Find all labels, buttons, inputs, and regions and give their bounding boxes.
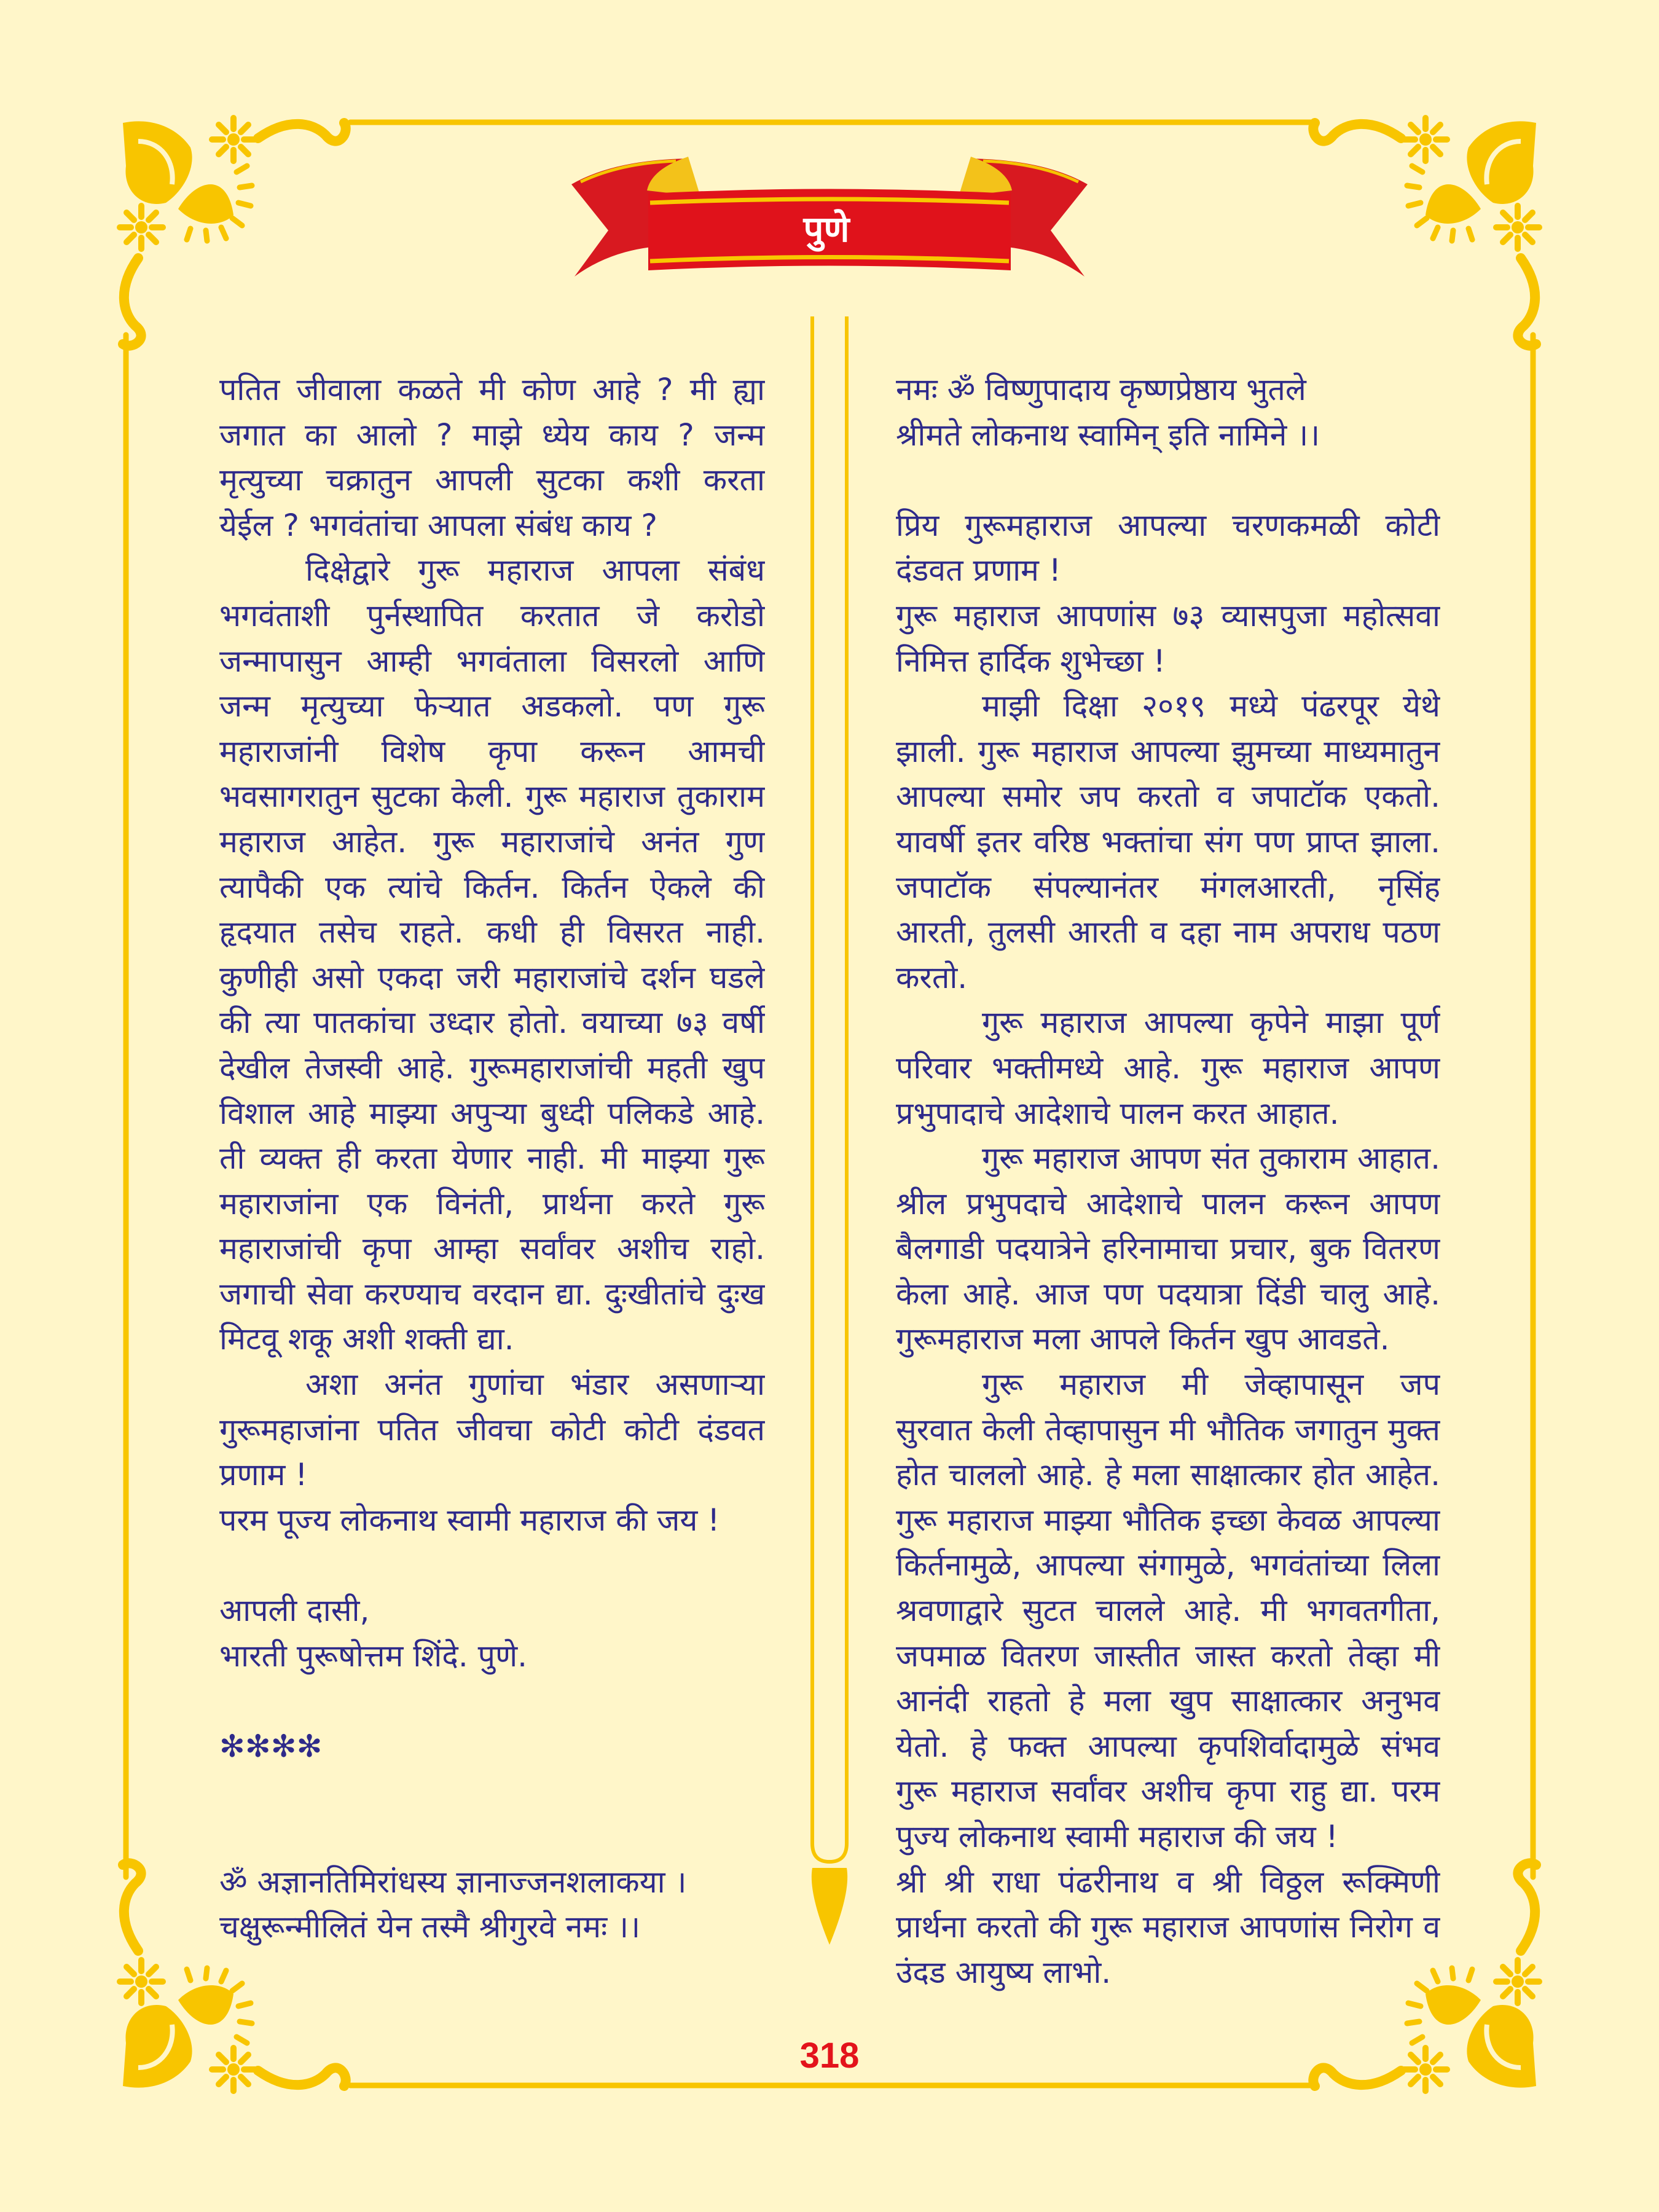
text-line: जन्मापासुन आम्ही भगवंताला विसरलो आणि xyxy=(219,643,765,679)
text-line: गुरू महाराज मी जेव्हापासून जप xyxy=(982,1367,1440,1403)
blank-line xyxy=(219,1769,765,1814)
text-line: विशाल आहे माझ्या अपुऱ्या बुध्दी पलिकडे आहे. xyxy=(219,1095,765,1131)
blank-line xyxy=(219,1679,765,1724)
text-line: मिटवू शकू अशी शक्ती द्या. xyxy=(219,1321,514,1357)
text-line: सुरवात केली तेव्हापासुन मी भौतिक जगातुन मुक्त xyxy=(896,1411,1440,1448)
text-line: ती व्यक्त ही करता येणार नाही. मी माझ्या गुरू xyxy=(219,1140,765,1177)
text-line: होत चाललो आहे. हे मला साक्षात्कार होत आहेत. xyxy=(896,1457,1440,1493)
text-line: महाराजांनी विशेष कृपा करून आमची xyxy=(219,733,765,769)
text-line: देखील तेजस्वी आहे. गुरूमहाराजांची महती खुप xyxy=(219,1049,765,1086)
text-line: गुरू महाराज आपल्या कृपेने माझा पूर्ण xyxy=(982,1005,1440,1041)
text-line: महाराजांची कृपा आम्हा सर्वांवर अशीच राहो. xyxy=(219,1231,765,1267)
text-line: जगाची सेवा करण्याच वरदान द्या. दुःखीतांचे दुःख xyxy=(219,1276,765,1312)
text-line: प्रार्थना करतो की गुरू महाराज आपणांस निरोग व xyxy=(896,1909,1440,1945)
pen-nib-icon xyxy=(812,1868,847,1945)
blank-line xyxy=(219,1814,765,1860)
text-line: भारती पुरूषोत्तम शिंदे. पुणे. xyxy=(219,1637,528,1674)
text-line: जपाटॉक संपल्यानंतर मंगलआरती, नृसिंह xyxy=(896,869,1440,905)
text-line: ॐ अज्ञानतिमिरांधस्य ज्ञानाज्जनशलाकया । xyxy=(219,1864,687,1900)
blank-line xyxy=(896,458,1440,503)
text-line: निमित्त हार्दिक शुभेच्छा ! xyxy=(896,643,1166,679)
text-line: गुरू महाराज आपणांस ७३ व्यासपुजा महोत्सवा xyxy=(896,597,1440,633)
text-line: यावर्षी इतर वरिष्ठ भक्तांचा संग पण प्राप्त झाला. xyxy=(896,823,1440,860)
text-line: झाली. गुरू महाराज आपल्या झुमच्या माध्यमातुन xyxy=(896,733,1440,769)
text-line: प्रभुपादाचे आदेशाचे पालन करत आहात. xyxy=(896,1095,1339,1131)
text-line: जपमाळ वितरण जास्तीत जास्त करतो तेव्हा मी xyxy=(896,1637,1440,1674)
text-line: आनंदी राहतो हे मला खुप साक्षात्कार अनुभव xyxy=(896,1683,1440,1719)
text-line: आरती, तुलसी आरती व दहा नाम अपराध पठण xyxy=(896,914,1440,951)
left-column xyxy=(219,367,765,1950)
text-line: किर्तनामुळे, आपल्या संगामुळे, भगवंतांच्या लिला xyxy=(896,1547,1440,1583)
text-line: जन्म मृत्युच्या फेऱ्यात अडकलो. पण गुरू xyxy=(219,688,765,724)
text-line: श्रीमते लोकनाथ स्वामिन् इति नामिने ।। xyxy=(896,417,1320,453)
text-line: महाराज आहेत. गुरू महाराजांचे अनंत गुण xyxy=(219,823,765,860)
text-line: नमः ॐ विष्णुपादाय कृष्णप्रेष्ठाय भुतले xyxy=(896,372,1306,407)
text-line: करतो. xyxy=(896,959,968,995)
text-line: प्रिय गुरूमहाराज आपल्या चरणकमळी कोटी xyxy=(896,507,1440,543)
text-line: जगात का आलो ? माझे ध्येय काय ? जन्म xyxy=(219,417,765,453)
column-divider xyxy=(812,316,847,1862)
text-line: आपली दासी, xyxy=(219,1593,370,1629)
page-number: 318 xyxy=(799,2036,860,2076)
text-line: चक्षुरून्मीलितं येन तस्मै श्रीगुरवे नमः ।। xyxy=(219,1909,641,1945)
text-line: बैलगाडी पदयात्रेने हरिनामाचा प्रचार, बुक वितरण xyxy=(896,1231,1440,1267)
text-line: येतो. हे फक्त आपल्या कृपशिर्वादामुळे संभव xyxy=(896,1728,1440,1764)
text-line: मृत्युच्या चक्रातुन आपली सुटका कशी करता xyxy=(219,462,765,498)
text-line: हृदयात तसेच राहते. कधी ही विसरत नाही. xyxy=(219,914,765,951)
text-line: श्रील प्रभुपदाचे आदेशाचे पालन करून आपण xyxy=(896,1185,1440,1222)
text-line: गुरू महाराज सर्वांवर अशीच कृपा राहु द्या. परम xyxy=(896,1773,1440,1810)
text-line: श्रवणाद्वारे सुटत चालले आहे. मी भगवतगीता, xyxy=(896,1593,1440,1629)
text-line: प्रणाम ! xyxy=(219,1457,308,1493)
text-line: केला आहे. आज पण पदयात्रा दिंडी चालु आहे. xyxy=(896,1276,1440,1312)
blank-line xyxy=(219,1543,765,1588)
text-line: दंडवत प्रणाम ! xyxy=(896,552,1061,589)
text-line: कुणीही असो एकदा जरी महाराजांचे दर्शन घडले xyxy=(219,959,765,995)
text-line: ✻✻✻✻ xyxy=(219,1728,323,1764)
text-line: अशा अनंत गुणांचा भंडार असणाऱ्या xyxy=(305,1367,765,1403)
text-line: भगवंताशी पुर्नस्थापित करतात जे करोडो xyxy=(219,597,765,633)
text-line: पुज्य लोकनाथ स्वामी महाराज की जय ! xyxy=(896,1819,1338,1854)
text-line: परम पूज्य लोकनाथ स्वामी महाराज की जय ! xyxy=(219,1502,720,1538)
text-line: माझी दिक्षा २०१९ मध्ये पंढरपूर येथे xyxy=(982,688,1440,724)
text-line: उंदड आयुष्य लाभो. xyxy=(896,1954,1112,1990)
text-line: पतित जीवाला कळते मी कोण आहे ? मी ह्या xyxy=(219,372,765,407)
text-line: येईल ? भगवंतांचा आपला संबंध काय ? xyxy=(219,507,657,543)
text-line: परिवार भक्तीमध्ये आहे. गुरू महाराज आपण xyxy=(896,1049,1440,1086)
text-line: दिक्षेद्वारे गुरू महाराज आपला संबंध xyxy=(305,552,765,589)
text-line: त्यापैकी एक त्यांचे किर्तन. किर्तन ऐकले की xyxy=(219,869,765,905)
text-line: गुरूमहाराज मला आपले किर्तन खुप आवडते. xyxy=(896,1321,1390,1357)
text-line: श्री श्री राधा पंढरीनाथ व श्री विठ्ठल रूक्मिणी xyxy=(896,1864,1440,1900)
text-line: गुरू महाराज माझ्या भौतिक इच्छा केवळ आपल्या xyxy=(896,1502,1440,1538)
right-column xyxy=(896,367,1440,1995)
text-line: गुरूमहाजांना पतित जीवचा कोटी कोटी दंडवत xyxy=(219,1411,765,1448)
text-line: भवसागरातुन सुटका केली. गुरू महाराज तुकाराम xyxy=(219,779,765,815)
text-line: की त्या पातकांचा उध्दार होतो. वयाच्या ७३ वर्षी xyxy=(219,1005,765,1041)
text-line: महाराजांना एक विनंती, प्रार्थना करते गुरू xyxy=(219,1185,765,1222)
text-line: आपल्या समोर जप करतो व जपाटॉक एकतो. xyxy=(896,779,1440,815)
page-title: पुणे xyxy=(803,208,850,250)
text-line: गुरू महाराज आपण संत तुकाराम आहात. xyxy=(982,1140,1440,1177)
